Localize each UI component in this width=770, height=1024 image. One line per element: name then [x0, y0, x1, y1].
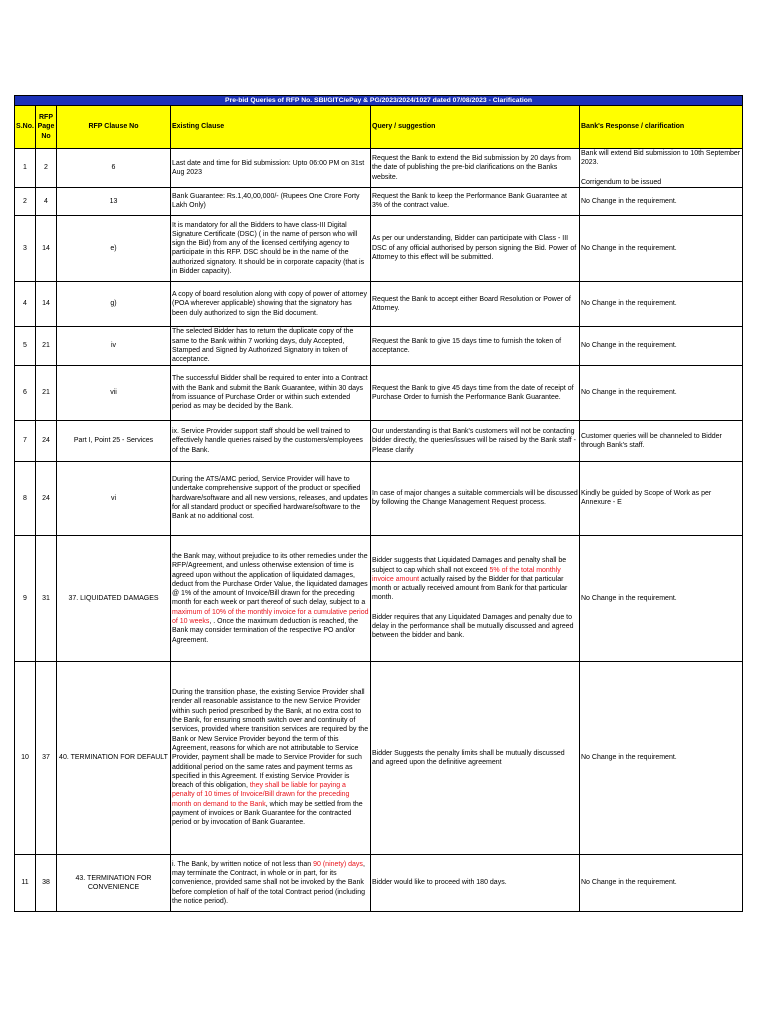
row-sno: 5	[15, 326, 36, 365]
row-response: No Change in the requirement.	[580, 661, 743, 854]
table-row	[15, 149, 743, 188]
row-clause: e)	[57, 215, 171, 281]
row-response: No Change in the requirement.	[580, 365, 743, 420]
row-query: As per our understanding, Bidder can participate with Class - III DSC of any official authorised by person signing the Bid. Power of Attorney to this effect will be submitted.	[371, 215, 580, 281]
row-sno: 10	[15, 661, 36, 854]
row-existing: the Bank may, without prejudice to its other remedies under the RFP/Agreement, and unless otherwise extension of time is agreed upon without the application of liquidated damages, deduct from the Purchase Order Value, the liquidated damages @ 1% of the amount of Invoice/Bill drawn for the preceding month for each week or part thereof of such delay, subject to a maximum of 10% of the monthly invoice for a cumulative period of 10 weeks, . Once the maximum deduction is reached, the Bank may consider termination of the respective PO and/or Agreement.	[171, 535, 371, 661]
table-row	[15, 365, 743, 420]
row-clause: iv	[57, 326, 171, 365]
highlighted-text: maximum of 10% of the monthly invoice for a cumulative period of 10 weeks	[172, 608, 369, 625]
row-page: 14	[36, 215, 57, 281]
row-existing: ix. Service Provider support staff should be well trained to effectively handle queries raised by the customers/employees of the Bank.	[171, 420, 371, 461]
row-query: Bidder Suggests the penalty limits shall be mutually discussed and agreed upon the definitive agreement	[371, 661, 580, 854]
row-clause: 37. LIQUIDATED DAMAGES	[57, 535, 171, 661]
row-existing: During the transition phase, the existing Service Provider shall render all reasonable assistance to the new Service Provider within such period prescribed by the Bank, at no extra cost to the Bank, for ensuring smooth switch over and continuity of services, provided where transition services are required by the Bank or New Service Provider beyond the term of this Agreement, reasons for which are not attributable to Service Provider, payment shall be made to Service Provider for such additional period on the same rates and payment terms as specified in this Agreement. If existing Service Provider is breach of this obligation, they shall be liable for paying a penalty of 10 times of Invoice/Bill drawn for the preceding month on demand to the Bank, which may be settled from the payment of invoices or Bank Guarantee for the contracted period or by invocation of Bank Guarantee.	[171, 661, 371, 854]
row-clause: 6	[57, 149, 171, 188]
row-response: No Change in the requirement.	[580, 187, 743, 215]
row-existing: Last date and time for Bid submission: Upto 06:00 PM on 31st Aug 2023	[171, 149, 371, 188]
highlighted-text: 90 (ninety) days	[313, 860, 363, 868]
highlighted-text: they shall be liable for paying a penalty of 10 times of Invoice/Bill drawn for the preceding month on demand to the Bank	[172, 782, 350, 808]
header-rfp-page: RFP Page No	[36, 106, 57, 149]
row-page: 21	[36, 365, 57, 420]
row-query: Request the Bank to give 15 days time to furnish the token of acceptance.	[371, 326, 580, 365]
row-existing: During the ATS/AMC period, Service Provider will have to undertake comprehensive support of the product or specified hardware/software and all new versions, releases, and updates for all standard product or specified hardware/software to the Bank at no additional cost.	[171, 461, 371, 535]
row-page: 31	[36, 535, 57, 661]
row-sno: 3	[15, 215, 36, 281]
table-row	[15, 461, 743, 535]
header-existing-clause: Existing Clause	[171, 106, 371, 149]
row-page: 38	[36, 854, 57, 911]
row-query: In case of major changes a suitable commercials will be discussed by following the Change Management Request process.	[371, 461, 580, 535]
row-clause: 43. TERMINATION FOR CONVENIENCE	[57, 854, 171, 911]
table-row	[15, 535, 743, 661]
row-response: No Change in the requirement.	[580, 854, 743, 911]
row-existing: Bank Guarantee: Rs.1,40,00,000/- (Rupees One Crore Forty Lakh Only)	[171, 187, 371, 215]
row-response: No Change in the requirement.	[580, 281, 743, 326]
row-sno: 8	[15, 461, 36, 535]
row-query: Request the Bank to give 45 days time from the date of receipt of Purchase Order to furnish the Performance Bank Guarantee.	[371, 365, 580, 420]
highlighted-text: 5% of the total monthly invoice amount	[372, 566, 561, 583]
table-row	[15, 326, 743, 365]
row-clause: vii	[57, 365, 171, 420]
row-clause: 13	[57, 187, 171, 215]
header-response: Bank's Response / clarification	[580, 106, 743, 149]
table-row	[15, 281, 743, 326]
row-query: Bidder suggests that Liquidated Damages and penalty shall be subject to cap which shall not exceed 5% of the total monthly invoice amount actually raised by the Bidder for that particular month or actually received amount from Bank for that particular month. Bidder requires that any Liquidated Damages and penalty due to delay in the performance shall be mutually discussed and agreed between the bidder and bank.	[371, 535, 580, 661]
row-sno: 4	[15, 281, 36, 326]
row-query: Request the Bank to keep the Performance Bank Guarantee at 3% of the contract value.	[371, 187, 580, 215]
row-response: No Change in the requirement.	[580, 535, 743, 661]
row-query: Request the Bank to accept either Board Resolution or Power of Attorney.	[371, 281, 580, 326]
header-row	[15, 106, 743, 149]
row-clause: 40. TERMINATION FOR DEFAULT	[57, 661, 171, 854]
row-clause: g)	[57, 281, 171, 326]
row-sno: 6	[15, 365, 36, 420]
row-page: 21	[36, 326, 57, 365]
row-sno: 1	[15, 149, 36, 188]
table-title: Pre-bid Queries of RFP No. SBI/GITC/ePay & PG/2023/2024/1027 dated 07/08/2023 - Clarification	[15, 96, 743, 106]
row-page: 4	[36, 187, 57, 215]
row-sno: 9	[15, 535, 36, 661]
row-response: Kindly be guided by Scope of Work as per Annexure - E	[580, 461, 743, 535]
title-row	[15, 96, 743, 106]
row-query: Our understanding is that Bank's customers will not be contacting bidder directly, the queries/issues will be raised by the Bank staff - Please clarify	[371, 420, 580, 461]
row-query: Bidder would like to proceed with 180 days.	[371, 854, 580, 911]
table-row	[15, 215, 743, 281]
row-query: Request the Bank to extend the Bid submission by 20 days from the date of publishing the pre-bid clarifications on the Banks website.	[371, 149, 580, 188]
row-response: No Change in the requirement.	[580, 215, 743, 281]
row-existing: A copy of board resolution along with copy of power of attorney (POA wherever applicable) showing that the signatory has been duly authorized to sign the Bid document.	[171, 281, 371, 326]
row-page: 37	[36, 661, 57, 854]
row-response: No Change in the requirement.	[580, 326, 743, 365]
row-page: 2	[36, 149, 57, 188]
header-query: Query / suggestion	[371, 106, 580, 149]
clarification-table	[14, 95, 743, 912]
table-row	[15, 420, 743, 461]
row-page: 14	[36, 281, 57, 326]
row-sno: 2	[15, 187, 36, 215]
row-existing: The selected Bidder has to return the duplicate copy of the same to the Bank within 7 working days, duly Accepted, Stamped and Signed by Authorized Signatory in token of acceptance.	[171, 326, 371, 365]
row-response: Bank will extend Bid submission to 10th September 2023. Corrigendum to be issued	[580, 149, 743, 188]
header-sno: S.No.	[15, 106, 36, 149]
table-row	[15, 854, 743, 911]
row-clause: vi	[57, 461, 171, 535]
header-clause-no: RFP Clause No	[57, 106, 171, 149]
row-sno: 11	[15, 854, 36, 911]
row-page: 24	[36, 420, 57, 461]
row-clause: Part I, Point 25 - Services	[57, 420, 171, 461]
row-existing: The successful Bidder shall be required to enter into a Contract with the Bank and submit the Bank Guarantee, within 30 days from issuance of Purchase Order or within such extended period as may be decided by the Bank.	[171, 365, 371, 420]
row-sno: 7	[15, 420, 36, 461]
row-existing: It is mandatory for all the Bidders to have class-III Digital Signature Certificate (DSC) ( in the name of person who will sign the Bid) from any of the licensed certifying agency to participate in this RFP. DSC should be in the name of the authorized signatory. It should be in corporate capacity (that is in Bidder capacity).	[171, 215, 371, 281]
row-page: 24	[36, 461, 57, 535]
table-row	[15, 661, 743, 854]
row-response: Customer queries will be channeled to Bidder through Bank's staff.	[580, 420, 743, 461]
row-existing: i. The Bank, by written notice of not less than 90 (ninety) days, may terminate the Contract, in whole or in part, for its convenience, provided same shall not be invoked by the Bank before completion of half of the total Contract period (including the notice period).	[171, 854, 371, 911]
table-row	[15, 187, 743, 215]
